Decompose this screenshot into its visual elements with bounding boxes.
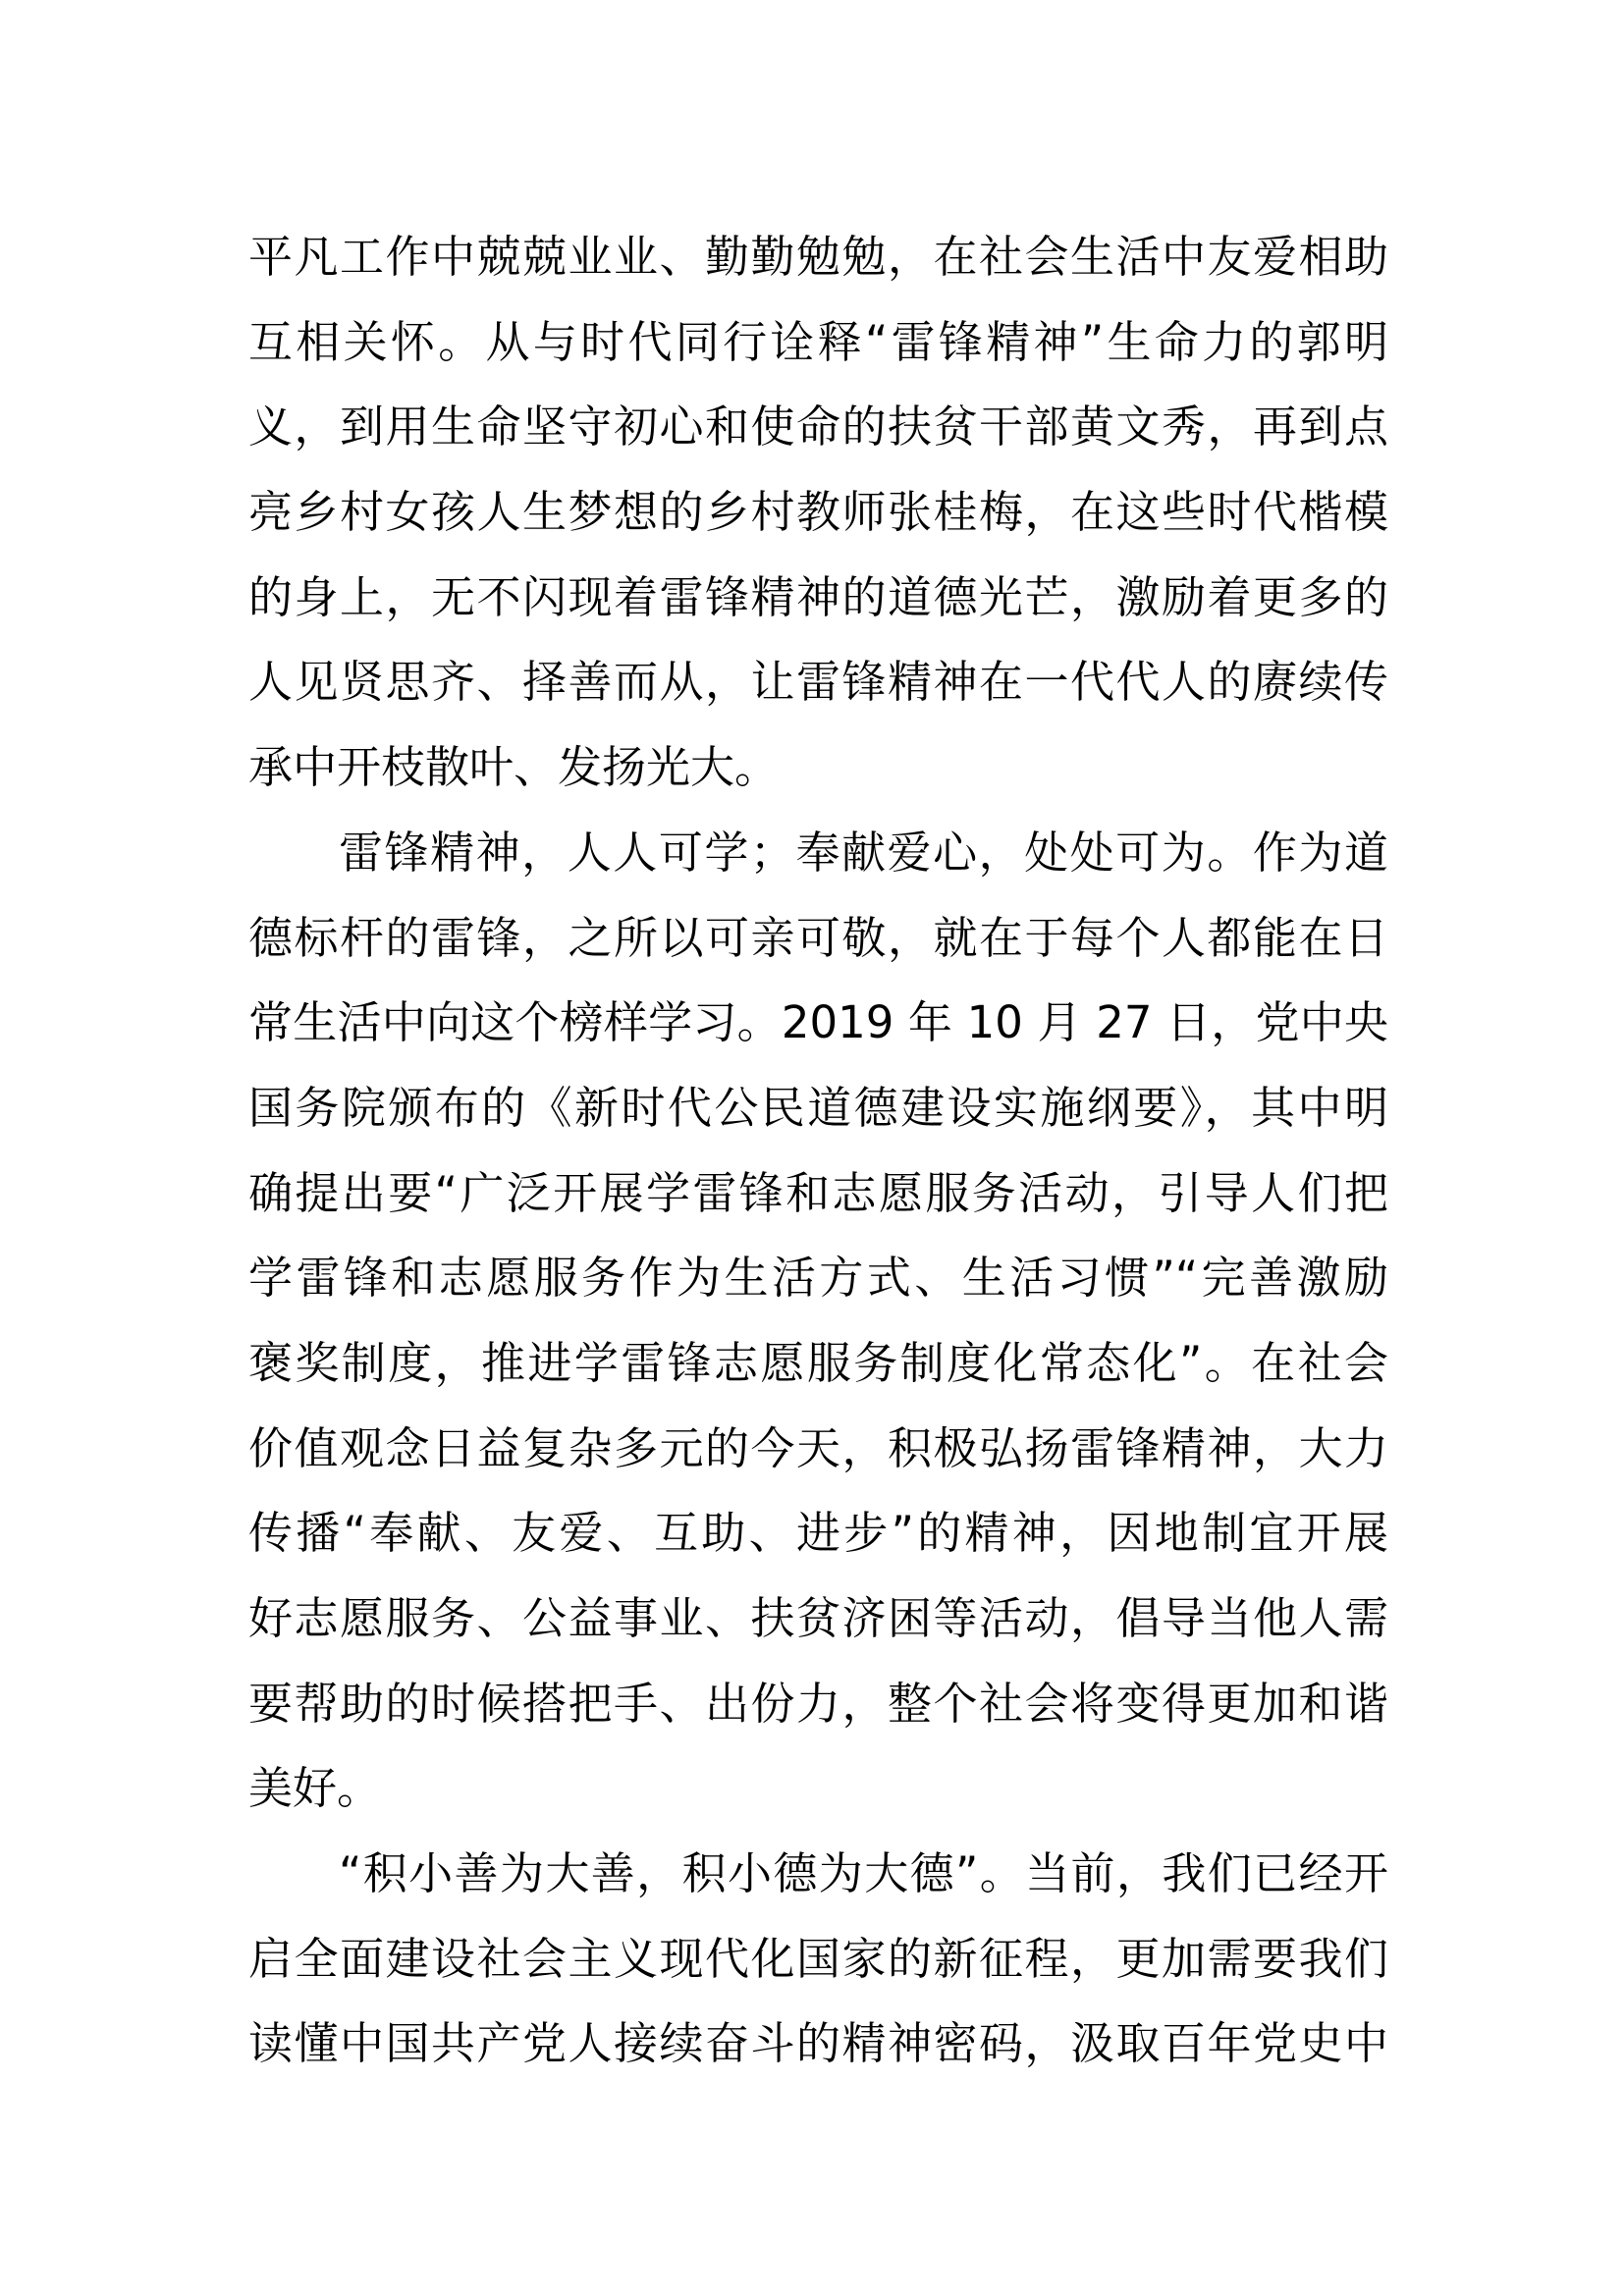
text-line: 美好。	[248, 1762, 382, 1815]
text-line: “积小善为大善，积小德为大德”。当前，我们已经开	[339, 1847, 1388, 1900]
text-line: 德标杆的雷锋，之所以可亲可敬，就在于每个人都能在日	[248, 911, 1388, 964]
text-line: 人见贤思齐、择善而从，让雷锋精神在一代代人的赓续传	[248, 656, 1388, 709]
text-line: 雷锋精神，人人可学；奉献爱心，处处可为。作为道	[339, 826, 1388, 879]
document-body	[248, 215, 1388, 2087]
paragraph	[248, 215, 1388, 811]
text-line: 平凡工作中兢兢业业、勤勤勉勉，在社会生活中友爱相助	[248, 231, 1388, 283]
text-line: 价值观念日益复杂多元的今天，积极弘扬雷锋精神，大力	[248, 1421, 1388, 1474]
text-line: 亮乡村女孩人生梦想的乡村教师张桂梅，在这些时代楷模	[248, 486, 1388, 539]
text-line: 读懂中国共产党人接续奋斗的精神密码，汲取百年党史中	[248, 2017, 1388, 2070]
text-line: 传播“奉献、友爱、互助、进步”的精神，因地制宜开展	[248, 1507, 1388, 1560]
text-line: 互相关怀。从与时代同行诠释“雷锋精神”生命力的郭明	[248, 315, 1388, 368]
text-line: 确提出要“广泛开展学雷锋和志愿服务活动，引导人们把	[248, 1166, 1388, 1219]
text-line: 褒奖制度，推进学雷锋志愿服务制度化常态化”。在社会	[248, 1336, 1388, 1389]
text-line: 的身上，无不闪现着雷锋精神的道德光芒，激励着更多的	[248, 570, 1388, 623]
text-line: 承中开枝散叶、发扬光大。	[248, 741, 780, 794]
text-line: 学雷锋和志愿服务作为生活方式、生活习惯”“完善激励	[248, 1252, 1388, 1305]
text-line: 启全面建设社会主义现代化国家的新征程，更加需要我们	[248, 1932, 1388, 1985]
text-line: 常生活中向这个榜样学习。2019 年 10 月 27 日，党中央	[248, 996, 1388, 1049]
text-line: 义，到用生命坚守初心和使命的扶贫干部黄文秀，再到点	[248, 400, 1388, 454]
text-line: 国务院颁布的《新时代公民道德建设实施纲要》，其中明	[248, 1081, 1388, 1134]
text-line: 好志愿服务、公益事业、扶贫济困等活动，倡导当他人需	[248, 1592, 1388, 1644]
paragraph	[248, 1832, 1388, 2087]
paragraph	[248, 811, 1388, 1832]
text-line: 要帮助的时候搭把手、出份力，整个社会将变得更加和谐	[248, 1677, 1388, 1730]
